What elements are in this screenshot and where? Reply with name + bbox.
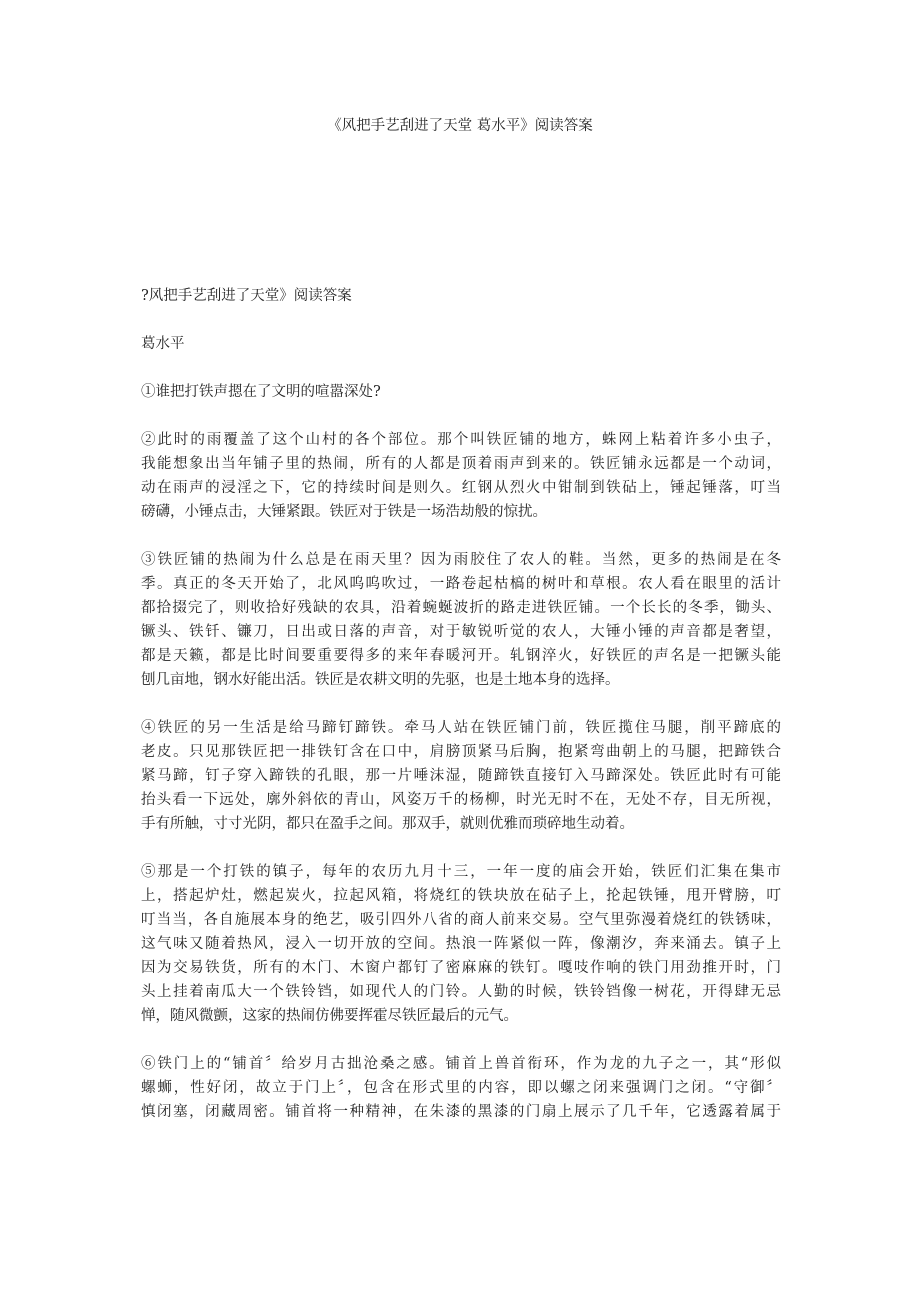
paragraph-line: 都拾掇完了，则收拾好残缺的农具，沿着蜿蜒波折的路走进铁匠铺。一个长长的冬季，锄头、 xyxy=(141,600,781,616)
paragraph-line: ③铁匠铺的热闹为什么总是在雨天里？因为雨胶住了农人的鞋。当然，更多的热闹是在冬 xyxy=(141,552,781,568)
article-author: 葛水平 xyxy=(141,336,185,352)
paragraph-1 xyxy=(141,380,781,404)
paragraph-4 xyxy=(141,716,781,836)
paragraph-line: 抬头看一下远处，廓外斜依的青山，风姿万千的杨柳，时光无时不在，无处不存，目无所视， xyxy=(141,792,781,808)
paragraph-line: 动在雨声的浸淫之下，它的持续时间是则久。红钢从烈火中钳制到铁砧上，锤起锤落，叮当 xyxy=(141,480,781,496)
paragraph-line: 都是天籁，都是比时间要重要得多的来年春暖河开。轧钢淬火，好铁匠的声名是一把镢头能 xyxy=(141,648,781,664)
paragraph-list xyxy=(141,380,781,1124)
paragraph-2 xyxy=(141,428,781,524)
paragraph-line: 我能想象出当年铺子里的热闹，所有的人都是顶着雨声到来的。铁匠铺永远都是一个动词， xyxy=(141,456,781,472)
paragraph-line: 慎闭塞，闭藏周密。铺首将一种精神，在朱漆的黑漆的门扇上展示了几千年，它透露着属于 xyxy=(141,1104,781,1120)
paragraph-line: 刨几亩地，钢水好能出活。铁匠是农耕文明的先驱，也是土地本身的选择。 xyxy=(141,672,620,688)
paragraph-line: 惮，随风微颤，这家的热闹仿佛要挥霍尽铁匠最后的元气。 xyxy=(141,1008,518,1024)
paragraph-line: 上，搭起炉灶，燃起炭火，拉起风箱，将烧红的铁块放在砧子上，抡起铁锤，甩开臂膀，叮 xyxy=(141,888,781,904)
paragraph-line: 磅礴，小锤点击，大锤紧跟。铁匠对于铁是一场浩劫般的惊扰。 xyxy=(141,504,547,520)
document-title: 《风把手艺刮进了天堂 葛水平》阅读答案 xyxy=(327,118,593,134)
paragraph-line: ④铁匠的另一生活是给马蹄钉蹄铁。牵马人站在铁匠铺门前，铁匠揽住马腿，削平蹄底的 xyxy=(141,720,781,736)
paragraph-line: ①谁把打铁声摁在了文明的喧嚣深处? xyxy=(141,384,381,400)
paragraph-line: ⑥铁门上的“铺首〞给岁月古拙沧桑之感。铺首上兽首衔环，作为龙的九子之一，其“形似 xyxy=(141,1056,781,1072)
paragraph-line: 头上挂着南瓜大一个铁铃铛，如现代人的门铃。人勤的时候，铁铃铛像一树花，开得肆无忌 xyxy=(141,984,781,1000)
paragraph-line: 镢头、铁钎、镰刀，日出或日落的声音，对于敏锐听觉的农人，大锤小锤的声音都是奢望， xyxy=(141,624,781,640)
paragraph-line: 这气味又随着热风，浸入一切开放的空间。热浪一阵紧似一阵，像潮汐，奔来涌去。镇子上 xyxy=(141,936,781,952)
article-heading: ?风把手艺刮进了天堂》阅读答案 xyxy=(141,288,352,304)
paragraph-line: 螺蛳，性好闭，故立于门上〞，包含在形式里的内容，即以螺之闭来强调门之闭。“守御〞 xyxy=(141,1080,781,1096)
paragraph-line: ⑤那是一个打铁的镇子，每年的农历九月十三，一年一度的庙会开始，铁匠们汇集在集市 xyxy=(141,864,781,880)
paragraph-line: 季。真正的冬天开始了，北风呜呜吹过，一路卷起枯槁的树叶和草根。农人看在眼里的活计 xyxy=(141,576,781,592)
paragraph-line: 手有所触，寸寸光阴，都只在盈手之间。那双手，就则优雅而琐碎地生动着。 xyxy=(141,816,634,832)
paragraph-line: 老皮。只见那铁匠把一排铁钉含在口中，肩膀顶紧马后胸，抱紧弯曲朝上的马腿，把蹄铁合 xyxy=(141,744,781,760)
paragraph-line: ②此时的雨覆盖了这个山村的各个部位。那个叫铁匠铺的地方，蛛网上粘着许多小虫子， xyxy=(141,432,781,448)
document-body xyxy=(141,284,781,1148)
paragraph-5 xyxy=(141,860,781,1028)
paragraph-line: 紧马蹄，钉子穿入蹄铁的孔眼，那一片唾沫湿，随蹄铁直接钉入马蹄深处。铁匠此时有可能 xyxy=(141,768,781,784)
paragraph-6 xyxy=(141,1052,781,1124)
paragraph-3 xyxy=(141,548,781,692)
paragraph-line: 因为交易铁货，所有的木门、木窗户都钉了密麻麻的铁钉。嘎吱作响的铁门用劲推开时，门 xyxy=(141,960,781,976)
paragraph-line: 叮当当，各自施展本身的绝艺，吸引四外八省的商人前来交易。空气里弥漫着烧红的铁锈味， xyxy=(141,912,781,928)
